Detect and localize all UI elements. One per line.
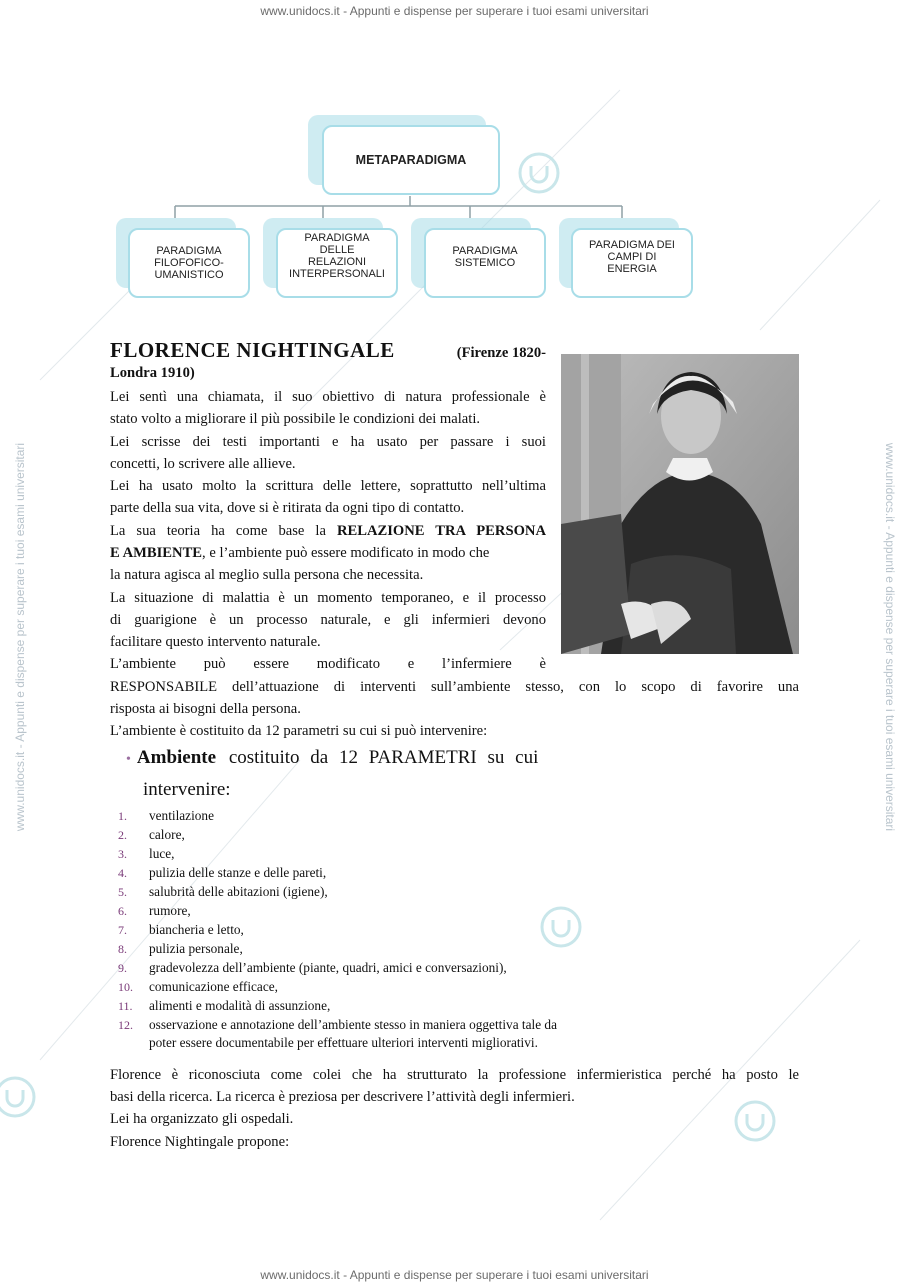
closing-line: basi della ricerca. La ricerca è preziosa per descrivere l’attività degli infermieri. <box>110 1089 575 1105</box>
diagram-node-filosofico: PARADIGMA FILOFOFICO- UMANISTICO <box>128 228 250 298</box>
list-item-text: luce, <box>149 846 175 861</box>
body-line-theory: La sua teoria ha come base la RELAZIONE TRA PERSONA <box>110 523 547 539</box>
list-item-number: 10. <box>118 980 133 994</box>
footer-watermark: www.unidocs.it - Appunti e dispense per superare i tuoi esami universitari <box>260 1268 649 1282</box>
closing-line: Florence è riconosciuta come colei che ha strutturato la professione infermieristica perché ha posto le <box>110 1067 799 1083</box>
list-item-text: gradevolezza dell’ambiente (piante, quadri, amici e conversazioni), <box>149 960 507 975</box>
body-line-theory-cont: E AMBIENTE, e l’ambiente può essere modificato in modo che <box>110 545 490 561</box>
list-item-number: 8. <box>118 942 127 956</box>
list-item-text: calore, <box>149 827 185 842</box>
list-item-text: ventilazione <box>149 808 214 823</box>
list-item-text: rumore, <box>149 903 191 918</box>
list-item-text: comunicazione efficace, <box>149 979 278 994</box>
list-item <box>118 998 330 1014</box>
list-item-text: alimenti e modalità di assunzione, <box>149 998 331 1013</box>
article-dates-cont: Londra 1910) <box>110 365 195 381</box>
side-watermark-right: www.unidocs.it - Appunti e dispense per superare i tuoi esami universitari <box>883 442 897 832</box>
body-line: Lei sentì una chiamata, il suo obiettivo di natura professionale è <box>110 389 546 405</box>
list-item-number: 6. <box>118 904 127 918</box>
list-item-12-cont: poter essere documentabile per effettuare ulteriori interventi migliorativi. <box>149 1035 538 1050</box>
list-item-number: 4. <box>118 866 127 880</box>
body-line-full: L’ambiente è costituito da 12 parametri su cui si può intervenire: <box>110 723 488 739</box>
diagram-node-energia: PARADIGMA DEI CAMPI DI ENERGIA <box>571 228 693 298</box>
list-item-number: 2. <box>118 828 127 842</box>
list-item <box>118 846 174 862</box>
body-line: stato volto a migliorare il più possibile le condizioni dei malati. <box>110 411 481 427</box>
list-item-number: 7. <box>118 923 127 937</box>
body-line: di guarigione è un processo naturale, e gli infermieri devono <box>110 612 546 628</box>
diagram-node-relazioni: PARADIGMA DELLE RELAZIONI INTERPERSONALI <box>276 228 398 298</box>
article-dates: (Firenze 1820- <box>456 345 546 361</box>
slide-bullet: • Ambiente costituito da 12 PARAMETRI su cui <box>126 747 539 768</box>
diagram-node-sistemico: PARADIGMA SISTEMICO <box>424 228 546 298</box>
list-item <box>118 922 244 938</box>
list-item <box>118 865 326 881</box>
slide-bullet-cont: intervenire: <box>143 779 231 800</box>
list-item <box>118 979 278 995</box>
body-line: facilitare questo intervento naturale. <box>110 634 321 650</box>
list-item-number: 1. <box>118 809 127 823</box>
list-item <box>118 960 507 976</box>
body-line: La situazione di malattia è un momento temporaneo, e il processo <box>110 590 546 606</box>
list-item <box>118 827 185 843</box>
list-item-number: 3. <box>118 847 127 861</box>
body-line: Lei ha usato molto la scrittura delle lettere, soprattutto nell’ultima <box>110 478 546 494</box>
list-item-text: biancheria e letto, <box>149 922 244 937</box>
unidocs-logo-icon <box>0 1074 38 1120</box>
article-heading <box>110 338 546 382</box>
body-line-full: RESPONSABILE dell’attuazione di interventi sull’ambiente stesso, con lo scopo di favorire una <box>110 679 799 695</box>
unidocs-logo-icon <box>538 904 584 950</box>
closing-line: Lei ha organizzato gli ospedali. <box>110 1111 294 1127</box>
body-line: la natura agisca al meglio sulla persona che necessita. <box>110 567 424 583</box>
list-item-number: 5. <box>118 885 127 899</box>
list-item <box>118 1017 557 1033</box>
list-item <box>118 903 191 919</box>
list-item-number: 9. <box>118 961 127 975</box>
body-line: Lei scrisse dei testi importanti e ha usato per passare i suoi <box>110 434 546 450</box>
diagram-root-node: METAPARADIGMA <box>322 125 500 195</box>
side-watermark-left: www.unidocs.it - Appunti e dispense per superare i tuoi esami universitari <box>13 442 27 832</box>
header-watermark: www.unidocs.it - Appunti e dispense per superare i tuoi esami universitari <box>260 4 649 18</box>
article-title: FLORENCE NIGHTINGALE <box>110 338 395 362</box>
body-line: L’ambiente può essere modificato e l’infermiere è <box>110 656 546 672</box>
list-item-text: salubrità delle abitazioni (igiene), <box>149 884 328 899</box>
list-item-number: 11. <box>118 999 133 1013</box>
body-line: parte della sua vita, dove si è ritirata da ogni tipo di contatto. <box>110 500 465 516</box>
list-item <box>118 941 243 957</box>
body-line: concetti, lo scrivere alle allieve. <box>110 456 296 472</box>
list-item-text: osservazione e annotazione dell’ambiente stesso in maniera oggettiva tale da <box>149 1017 557 1032</box>
florence-nightingale-portrait <box>561 354 799 654</box>
list-item <box>118 808 214 824</box>
list-item-number: 12. <box>118 1018 133 1032</box>
body-line-full: risposta ai bisogni della persona. <box>110 701 301 717</box>
closing-line: Florence Nightingale propone: <box>110 1134 290 1150</box>
list-item-text: pulizia personale, <box>149 941 243 956</box>
list-item-text: pulizia delle stanze e delle pareti, <box>149 865 327 880</box>
list-item <box>118 884 328 900</box>
